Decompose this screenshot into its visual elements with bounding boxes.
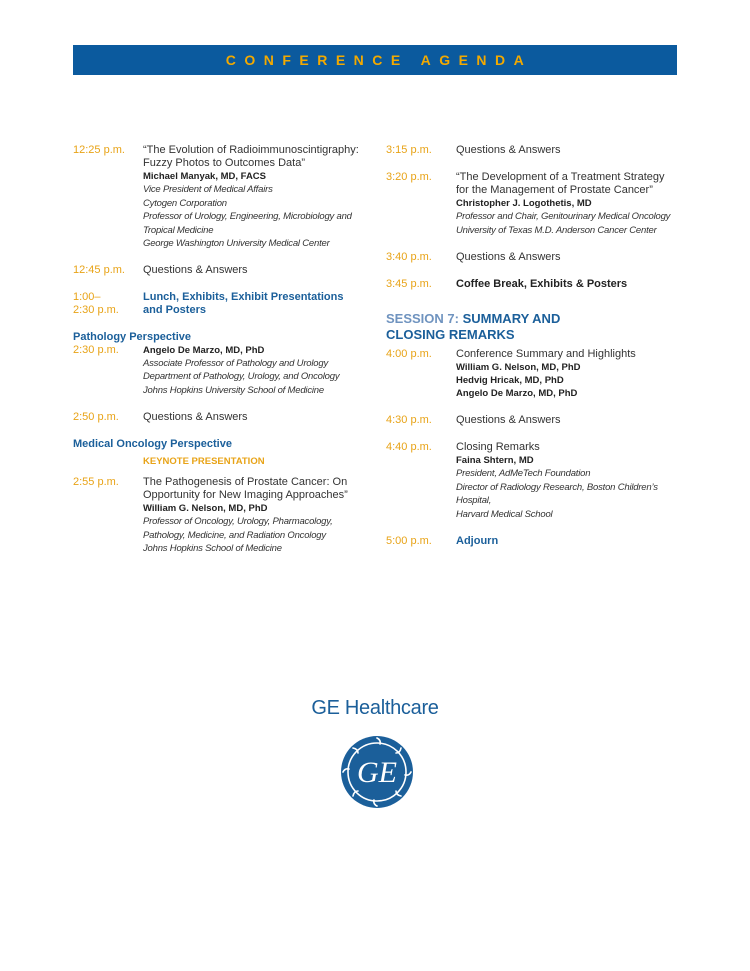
entry-body [143, 455, 373, 468]
entry-body [143, 291, 373, 317]
agenda-entry [386, 348, 686, 400]
brand-name: GE Healthcare [311, 697, 439, 719]
entry-text: Questions & Answers [456, 144, 561, 156]
logo-monogram: GE [357, 756, 397, 789]
speaker-name: Faina Shtern, MD [456, 455, 534, 466]
entry-text: Questions & Answers [143, 411, 248, 423]
entry-time: 2:50 p.m. [73, 411, 119, 423]
break-text-line: Lunch, Exhibits, Exhibit Presentations [143, 290, 344, 303]
entry-body [456, 441, 686, 521]
entry-time: 4:30 p.m. [386, 414, 432, 426]
section-heading: Medical Oncology Perspective [73, 438, 232, 450]
speaker-affiliation: University of Texas M.D. Anderson Cancer Center [456, 224, 657, 236]
speaker-affiliation: Professor and Chair, Genitourinary Medical Oncology [456, 211, 671, 222]
speaker-name: Michael Manyak, MD, FACS [143, 171, 267, 182]
entry-time: 3:40 p.m. [386, 251, 432, 263]
talk-title-line: for the Management of Prostate Cancer” [456, 184, 653, 196]
speaker-affiliation: Vice President of Medical Affairs [143, 184, 273, 195]
speaker-affiliation: Tropical Medicine [143, 224, 214, 236]
entry-text: Questions & Answers [456, 251, 561, 263]
speaker-affiliation: Associate Professor of Pathology and Urology [143, 357, 328, 369]
talk-title-line: The Pathogenesis of Prostate Cancer: On [143, 476, 348, 488]
session-title: CLOSING REMARKS [386, 327, 515, 342]
agenda-entry [73, 411, 373, 424]
entry-text: Coffee Break, Exhibits & Posters [456, 278, 628, 290]
speaker-name: Christopher J. Logothetis, MD [456, 198, 592, 209]
banner-title: CONFERENCE AGENDA [225, 52, 533, 68]
time-line: 2:30 p.m. [73, 303, 119, 316]
speaker-name: William G. Nelson, MD, PhD [143, 503, 268, 514]
speaker-affiliation: Harvard Medical School [456, 508, 553, 520]
speaker-affiliation: Pathology, Medicine, and Radiation Oncology [143, 529, 326, 541]
session-title: SUMMARY AND [462, 311, 561, 326]
speaker-affiliation: Hospital, [456, 495, 492, 506]
session-label: SESSION 7: [386, 311, 459, 326]
entry-time: 3:45 p.m. [386, 278, 432, 290]
entry-body [143, 476, 373, 556]
entry-text: Questions & Answers [143, 263, 248, 276]
session-heading [386, 311, 686, 343]
speaker-name: Hedvig Hricak, MD, PhD [456, 375, 564, 386]
agenda-banner [73, 45, 677, 75]
entry-body [143, 144, 373, 251]
entry-time: 5:00 p.m. [386, 535, 432, 547]
speaker-name: Angelo De Marzo, MD, PhD [456, 388, 578, 399]
entry-time: 3:15 p.m. [386, 144, 432, 156]
speaker-affiliation: Professor of Oncology, Urology, Pharmacology, [143, 516, 333, 527]
agenda-entry [73, 344, 373, 398]
talk-title-line: “The Development of a Treatment Strategy [456, 171, 665, 183]
entry-time-spacer [73, 455, 143, 468]
entry-body [456, 171, 686, 237]
agenda-entry [73, 291, 373, 317]
talk-title-line: “The Evolution of Radioimmunoscintigraphy: [143, 144, 359, 156]
agenda-entry [386, 535, 686, 548]
break-text-line: and Posters [143, 303, 206, 316]
section-heading: Pathology Perspective [73, 330, 191, 343]
speaker-name: Angelo De Marzo, MD, PhD [143, 344, 265, 356]
time-line: 1:00– [73, 290, 101, 303]
entry-text: Questions & Answers [456, 414, 561, 426]
agenda-entry [386, 414, 686, 427]
speaker-affiliation: President, AdMeTech Foundation [456, 468, 591, 479]
talk-title-line: Opportunity for New Imaging Approaches” [143, 489, 348, 501]
agenda-entry [73, 144, 373, 251]
speaker-affiliation: Cytogen Corporation [143, 197, 227, 209]
agenda-entry [386, 441, 686, 521]
talk-title-line: Fuzzy Photos to Outcomes Data” [143, 157, 306, 169]
speaker-name: William G. Nelson, MD, PhD [456, 362, 581, 373]
entry-time: 4:00 p.m. [386, 348, 432, 360]
speaker-affiliation: Professor of Urology, Engineering, Microbiology and [143, 211, 352, 222]
entry-time: 2:55 p.m. [73, 476, 119, 488]
speaker-affiliation: Johns Hopkins School of Medicine [143, 543, 282, 554]
right-column [386, 144, 686, 548]
agenda-entry [73, 264, 373, 277]
entry-time: 2:30 p.m. [73, 343, 119, 356]
entry-body [143, 344, 373, 398]
entry-time: 12:25 p.m. [73, 144, 125, 156]
entry-body [456, 348, 686, 400]
ge-logo-icon [340, 735, 414, 809]
speaker-affiliation: Director of Radiology Research, Boston Children’s [456, 481, 658, 493]
keynote-label: KEYNOTE PRESENTATION [143, 456, 265, 467]
entry-text: Closing Remarks [456, 441, 540, 453]
agenda-entry [386, 171, 686, 237]
speaker-affiliation: George Washington University Medical Center [143, 238, 330, 249]
agenda-entry [386, 144, 686, 157]
agenda-entry [386, 251, 686, 264]
agenda-entry [73, 476, 373, 556]
speaker-affiliation: Johns Hopkins University School of Medicine [143, 384, 324, 396]
entry-text: Adjourn [456, 535, 499, 547]
entry-time: 3:20 p.m. [386, 171, 432, 183]
agenda-entry [386, 278, 686, 291]
left-column [73, 144, 373, 556]
entry-time: 4:40 p.m. [386, 441, 432, 453]
agenda-entry [73, 455, 373, 468]
entry-text: Conference Summary and Highlights [456, 348, 636, 360]
entry-time: 12:45 p.m. [73, 263, 125, 276]
speaker-affiliation: Department of Pathology, Urology, and Oncology [143, 371, 340, 382]
entry-time [73, 291, 143, 317]
